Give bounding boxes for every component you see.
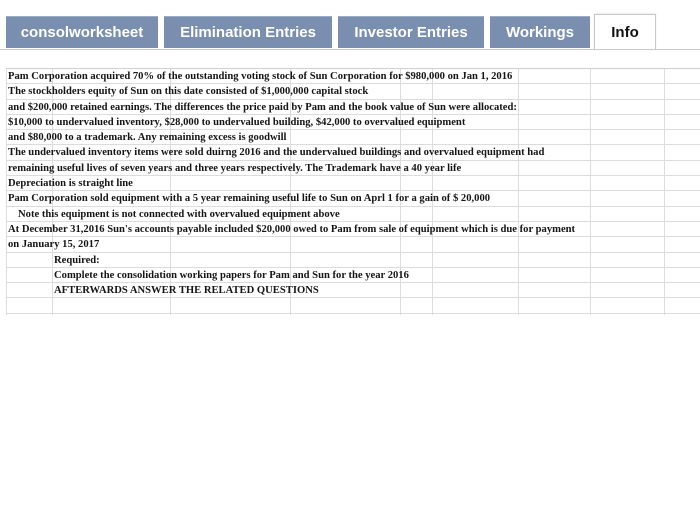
sheet-tab-bar [0,12,700,52]
tab-elimination-entries[interactable]: Elimination Entries [164,16,332,48]
sheet-row[interactable] [6,283,700,298]
sheet-row[interactable] [6,84,700,99]
cell-text: Depreciation is straight line [8,178,133,190]
sheet-row[interactable] [6,268,700,283]
cell-text: AFTERWARDS ANSWER THE RELATED QUESTIONS [54,285,319,297]
cell-text: and $80,000 to a trademark. Any remaining excess is goodwill [8,132,287,144]
tab-workings[interactable]: Workings [490,16,590,48]
cell-text: At December 31,2016 Sun's accounts payable included $20,000 owed to Pam from sale of equipment which is due for payment [8,223,576,235]
tab-consolworksheet[interactable]: consolworksheet [6,16,158,48]
sheet-row[interactable] [6,207,700,222]
sheet-row[interactable] [6,298,700,313]
cell-text: Pam Corporation sold equipment with a 5 year remaining useful life to Sun on Aprl 1 for a gain of $ 20,000 [8,193,491,205]
sheet-row[interactable] [6,222,700,237]
sheet-row[interactable] [6,115,700,130]
sheet-row[interactable] [6,253,700,268]
sheet-row[interactable] [6,100,700,115]
sheet-row[interactable] [6,237,700,252]
cell-text: on January 15, 2017 [8,239,100,251]
cell-text: $10,000 to undervalued inventory, $28,000 to undervalued building, $42,000 to overvalued equipment [8,116,466,128]
tab-investor-entries[interactable]: Investor Entries [338,16,484,48]
cell-text: The undervalued inventory items were sold duirng 2016 and the undervalued buildings and overvalued equipment had [8,147,545,159]
cell-text: Pam Corporation acquired 70% of the outstanding voting stock of Sun Corporation for $980,000 on Jan 1, 2016 [8,71,513,82]
tab-divider [0,49,700,50]
cell-text: and $200,000 retained earnings. The differences the price paid by Pam and the book value of Sun were allocated: [8,101,517,113]
sheet-row[interactable] [6,145,700,160]
info-sheet-grid [6,68,700,315]
sheet-row[interactable] [6,161,700,176]
sheet-row[interactable] [6,191,700,206]
sheet-row[interactable] [6,130,700,145]
cell-text: Note this equipment is not connected with overvalued equipment above [18,208,340,220]
cell-text: Complete the consolidation working papers for Pam and Sun for the year 2016 [54,269,409,281]
cell-text: remaining useful lives of seven years and three years respectively. The Trademark have a 40 year life [8,162,462,174]
sheet-row[interactable] [6,176,700,191]
sheet-row[interactable] [6,69,700,84]
tab-info[interactable]: Info [594,14,656,50]
cell-text: The stockholders equity of Sun on this date consisted of $1,000,000 capital stock [8,86,369,98]
cell-text: Required: [54,254,100,266]
